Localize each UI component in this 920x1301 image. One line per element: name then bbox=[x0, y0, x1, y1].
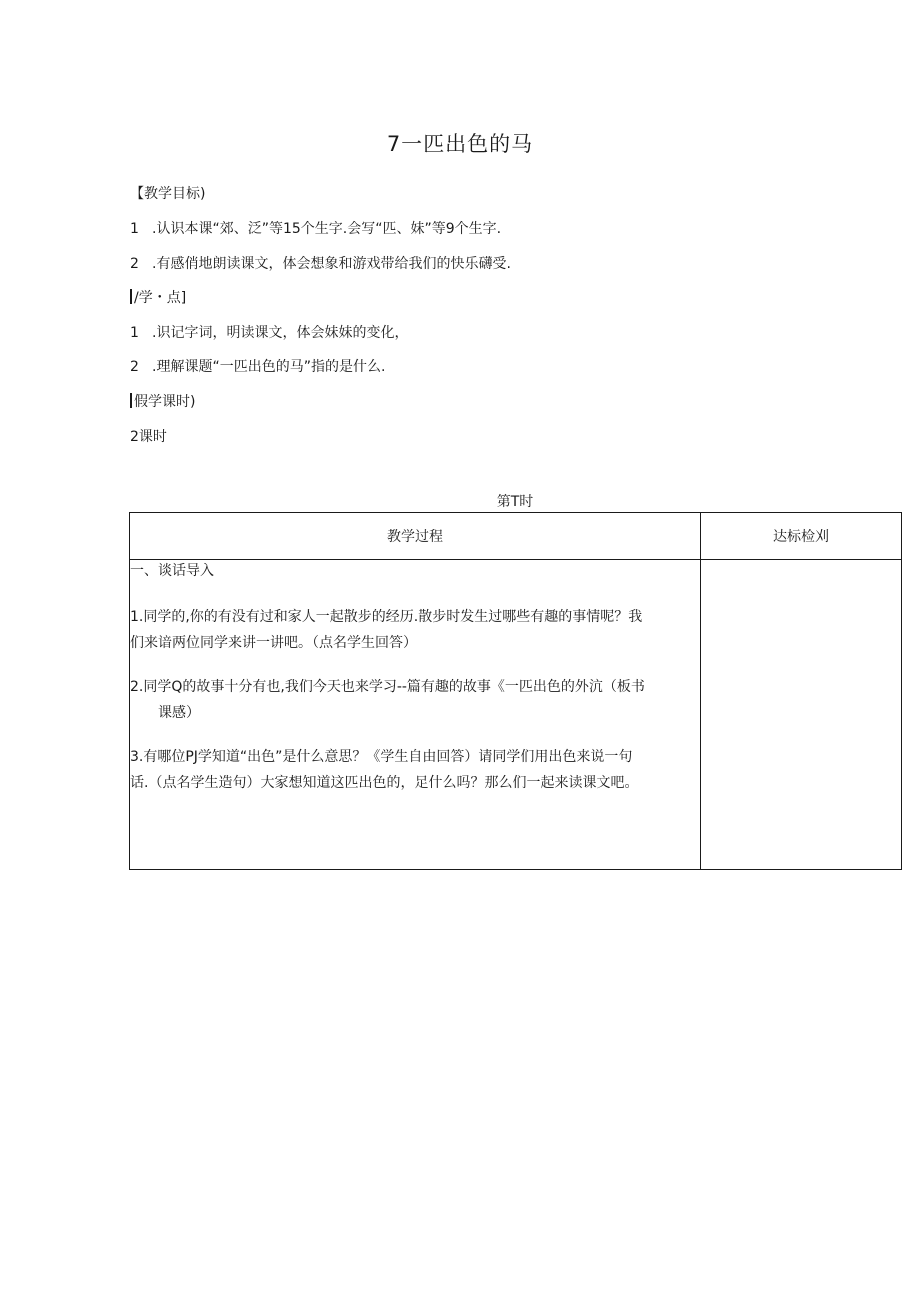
paragraph-line: 课感） bbox=[158, 705, 200, 721]
objectives-heading: 【教学目标) bbox=[130, 186, 206, 202]
heading-bar-mark bbox=[130, 289, 132, 304]
key-points-heading-text: /学・点] bbox=[134, 290, 187, 306]
key-point-item bbox=[130, 356, 385, 376]
paragraph-line: 话.（点名学生造句）大家想知道这匹出色的，足什么吗？那么们一起来读课文吧。 bbox=[130, 775, 639, 791]
paragraph-line: 3.有哪位PJ学知道“出色”是什么意思？《学生自由回答）请同学们用出色来说一句 bbox=[130, 749, 633, 765]
header-standard-check: 达标检刈 bbox=[701, 513, 902, 560]
item-text: .认识本课“郊、泛”等15个生字.会写“匹、妹”等9个生字. bbox=[152, 221, 502, 237]
lesson-table bbox=[129, 512, 902, 870]
check-cell bbox=[701, 560, 902, 870]
header-teaching-process: 教学过程 bbox=[130, 513, 701, 560]
page-title: 7一匹出色的马 bbox=[386, 132, 534, 156]
heading-bar-mark bbox=[130, 393, 132, 408]
class-hours-heading-text: 假学课时) bbox=[134, 394, 196, 410]
item-number: 2 bbox=[130, 256, 139, 272]
item-text: .有感俏地朗读课文，体会想象和游戏带给我们的快乐礴受. bbox=[152, 256, 511, 272]
section-title: 一、谈话导入 bbox=[130, 563, 214, 579]
process-cell bbox=[130, 560, 701, 870]
objective-item bbox=[130, 253, 511, 273]
paragraph-line: 2.同学Q的故事十分有也,我们今天也来学习--篇有趣的故事《一匹出色的外沆（板书 bbox=[130, 679, 645, 695]
session-label: 第T时 bbox=[496, 494, 534, 510]
objective-item bbox=[130, 218, 501, 238]
paragraph-line: 1.同学的,你的有没有过和家人一起散步的经历.散步时发生过哪些有趣的事情呢？我 bbox=[130, 609, 643, 625]
item-number: 1 bbox=[130, 221, 139, 237]
class-hours-value: 2课时 bbox=[130, 429, 167, 445]
class-hours-heading bbox=[130, 391, 195, 411]
key-point-item bbox=[130, 322, 408, 342]
item-text: .识记字词，明读课文，体会妹妹的变化， bbox=[152, 325, 409, 341]
table-header-row bbox=[130, 513, 902, 560]
process-paragraph bbox=[130, 744, 700, 796]
item-number: 1 bbox=[130, 325, 139, 341]
process-paragraph bbox=[130, 674, 700, 726]
process-paragraph bbox=[130, 604, 700, 656]
key-points-heading bbox=[130, 287, 186, 307]
item-number: 2 bbox=[130, 359, 139, 375]
paragraph-line: 们来谙两位同学来讲一讲吧。（点名学生回答） bbox=[130, 635, 417, 651]
item-text: .理解课题“一匹出色的马”指的是什么. bbox=[152, 359, 386, 375]
table-row bbox=[130, 560, 902, 870]
